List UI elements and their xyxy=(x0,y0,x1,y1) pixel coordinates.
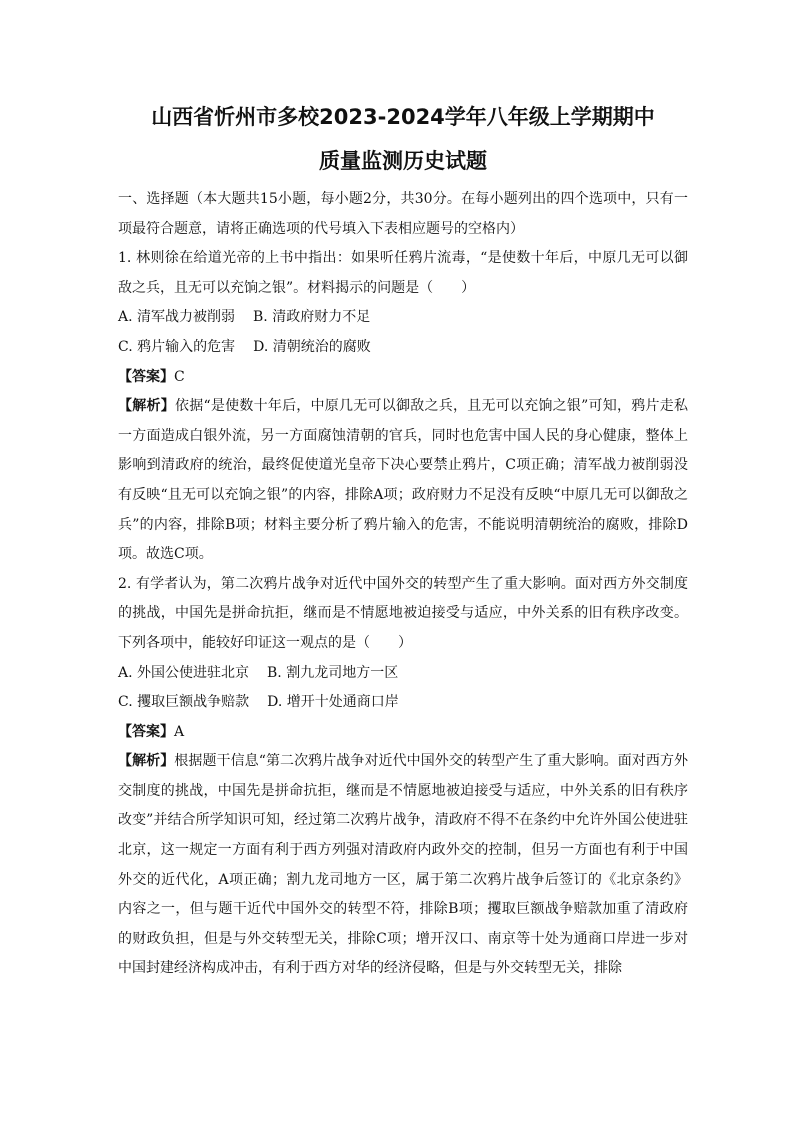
analysis-text: 依据“是使数十年后，中原几无可以御敌之兵，且无可以充饷之银”可知，鸦片走私一方面造成白银外流，另一方面腐蚀清朝的官兵，同时也危害中国人民的身心健康，整体上影响到清政府的统治，最终促使道光皇帝下决心要禁止鸦片，C项正确；清军战力被削弱没有反映“且无可以充饷之银”的内容，排除A项；政府财力不足没有反映“中原几无可以御敌之兵”的内容，排除B项；材料主要分析了鸦片输入的危害，不能说明清朝统治的腐败，排除D项。故选C项。 xyxy=(118,398,688,563)
question-stem: 2. 有学者认为，第二次鸦片战争对近代中国外交的转型产生了重大影响。面对西方外交制度的挑战，中国先是拼命抗拒，继而是不情愿地被迫接受与适应，中外关系的旧有秩序改变。下列各项中，能较好印证这一观点的是（ ） xyxy=(118,575,688,651)
option-a: A. 清军战力被削弱 xyxy=(118,309,236,326)
document-title-line1: 山西省忻州市多校2023-2024学年八年级上学期期中 xyxy=(151,105,655,129)
section-intro: 一、选择题（本大题共15小题，每小题2分，共30分。在每小题列出的四个选项中，只有一项最符合题意，请将正确选项的代号填入下表相应题号的空格内） xyxy=(118,191,688,237)
option-a: A. 外国公使进驻北京 xyxy=(118,664,250,681)
question-options-row xyxy=(118,688,688,718)
analysis-label: 【解析】 xyxy=(118,753,175,770)
analysis-text: 根据题干信息“第二次鸦片战争对近代中国外交的转型产生了重大影响。面对西方外交制度的挑战，中国先是拼命抗拒，继而是不情愿地被迫接受与适应，中外关系的旧有秩序改变”并结合所学知识可知，经过第二次鸦片战争，清政府不得不在条约中允许外国公使进驻北京，这一规定一方面有利于西方列强对清政府内政外交的控制，但另一方面也有利于中国外交的近代化，A项正确；割九龙司地方一区，属于第二次鸦片战争后签订的《北京条约》内容之一，但与题干近代中国外交的转型不符，排除B项；攫取巨额战争赔款加重了清政府的财政负担，但是与外交转型无关，排除C项；增开汉口、南京等十处为通商口岸进一步对中国封建经济构成冲击，有利于西方对华的经济侵略，但是与外交转型无关，排除 xyxy=(118,753,689,977)
analysis-paragraph xyxy=(118,747,688,984)
question-options-row xyxy=(118,333,688,363)
option-c: C. 鸦片输入的危害 xyxy=(118,338,236,355)
analysis-paragraph xyxy=(118,392,688,570)
question-1 xyxy=(118,244,688,570)
answer-line xyxy=(118,718,688,748)
option-b: B. 割九龙司地方一区 xyxy=(267,664,399,681)
option-d: D. 清朝统治的腐败 xyxy=(253,338,371,355)
question-stem: 1. 林则徐在给道光帝的上书中指出：如果听任鸦片流毒，“是使数十年后，中原几无可以御敌之兵，且无可以充饷之银”。材料揭示的问题是（ ） xyxy=(118,250,688,296)
question-options-row xyxy=(118,303,688,333)
option-c: C. 攫取巨额战争赔款 xyxy=(118,694,250,711)
question-2 xyxy=(118,570,688,984)
option-b: B. 清政府财力不足 xyxy=(253,309,371,326)
answer-line xyxy=(118,363,688,393)
answer-label: 【答案】 xyxy=(118,723,174,740)
answer-label: 【答案】 xyxy=(118,368,174,385)
answer-value: A xyxy=(174,723,185,740)
document-title-line2: 质量监测历史试题 xyxy=(319,149,487,173)
analysis-label: 【解析】 xyxy=(118,398,175,415)
option-d: D. 增开十处通商口岸 xyxy=(267,694,399,711)
answer-value: C xyxy=(174,368,185,385)
question-options-row xyxy=(118,659,688,689)
